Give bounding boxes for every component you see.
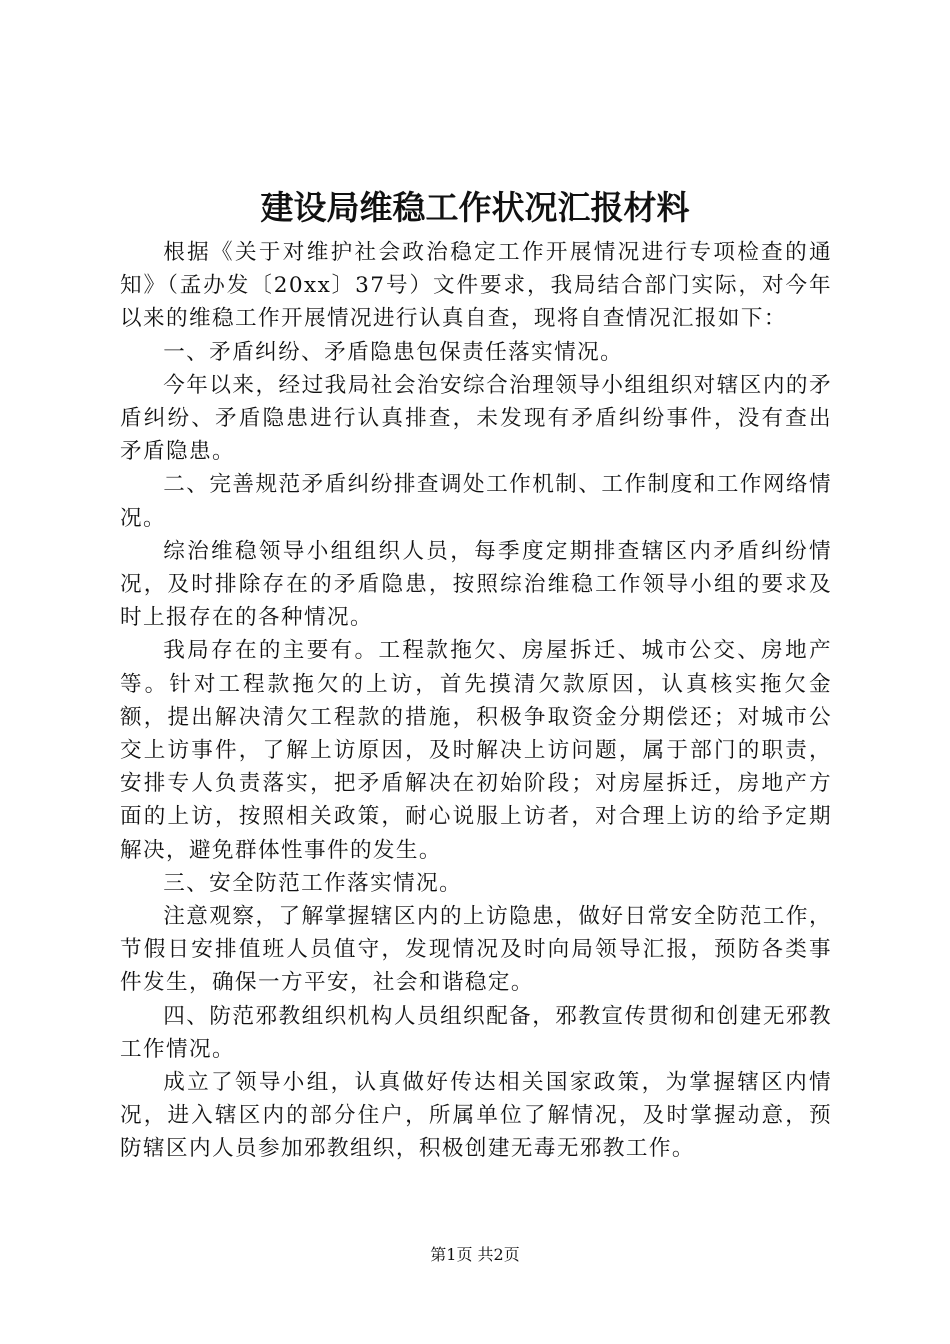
document-title: 建设局维稳工作状况汇报材料 [260,188,690,227]
document-body [120,236,832,1166]
section-heading-1: 一、矛盾纠纷、矛盾隐患包保责任落实情况。 [163,339,624,365]
paragraph: 综治维稳领导小组组织人员，每季度定期排查辖区内矛盾纠纷情况，及时排除存在的矛盾隐患，按照综治维稳工作领导小组的要求及时上报存在的各种情况。 [120,538,832,631]
section-heading-2: 二、完善规范矛盾纠纷排查调处工作机制、工作制度和工作网络情况。 [120,472,832,531]
paragraph-intro: 根据《关于对维护社会政治稳定工作开展情况进行专项检查的通知》（孟办发〔20xx〕37号）文件要求，我局结合部门实际，对今年以来的维稳工作开展情况进行认真自查，现将自查情况汇报如下： [120,240,832,332]
paragraph: 今年以来，经过我局社会治安综合治理领导小组组织对辖区内的矛盾纠纷、矛盾隐患进行认真排查，未发现有矛盾纠纷事件，没有查出矛盾隐患。 [120,372,832,465]
page-footer: 第1页 共2页 [430,1245,520,1264]
paragraph: 注意观察，了解掌握辖区内的上访隐患，做好日常安全防范工作，节假日安排值班人员值守，发现情况及时向局领导汇报，预防各类事件发生，确保一方平安，社会和谐稳定。 [120,904,832,996]
section-heading-3: 三、安全防范工作落实情况。 [163,870,463,896]
paragraph: 成立了领导小组，认真做好传达相关国家政策，为掌握辖区内情况，进入辖区内的部分住户，所属单位了解情况，及时掌握动意，预防辖区内人员参加邪教组织，积极创建无毒无邪教工作。 [120,1070,832,1162]
paragraph: 我局存在的主要有。工程款拖欠、房屋拆迁、城市公交、房地产等。针对工程款拖欠的上访，首先摸清欠款原因，认真核实拖欠金额，提出解决清欠工程款的措施，积极争取资金分期偿还；对城市公交上访事件，了解上访原因，及时解决上访问题，属于部门的职责，安排专人负责落实，把矛盾解决在初始阶段；对房屋拆迁，房地产方面的上访，按照相关政策，耐心说服上访者，对合理上访的给予定期解决，避免群体性事件的发生。 [120,638,832,863]
section-heading-4: 四、防范邪教组织机构人员组织配备，邪教宣传贯彻和创建无邪教工作情况。 [120,1003,832,1062]
